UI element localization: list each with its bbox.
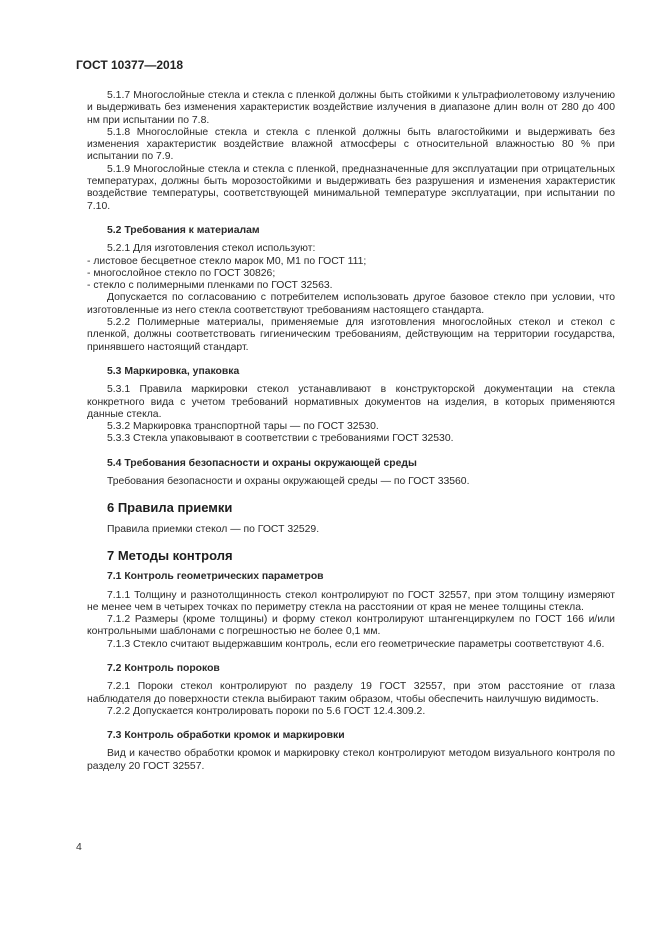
paragraph-7-1-1: 7.1.1 Толщину и разнотолщинность стекол контролируют по ГОСТ 32557, при этом толщину измеряют не менее чем в четырех точках по периметру стекла на расстоянии от края не менее толщины стекла. <box>87 589 615 613</box>
paragraph-5-3-2: 5.3.2 Маркировка транспортной тары — по ГОСТ 32530. <box>107 421 379 433</box>
paragraph-5-2-1-note: Допускается по согласованию с потребителем использовать другое базовое стекло при условии, что изготовленные из него стекла соответствуют требованиям настоящего стандарта. <box>87 292 615 316</box>
paragraph-7-3: Вид и качество обработки кромок и маркировку стекол контролируют методом визуального контроля по разделу 20 ГОСТ 32557. <box>87 748 615 772</box>
paragraph-5-2-1: 5.2.1 Для изготовления стекол используют: <box>107 243 316 255</box>
list-item: - многослойное стекло по ГОСТ 30826; <box>87 267 276 279</box>
paragraph-7-2-1: 7.2.1 Пороки стекол контролируют по разделу 19 ГОСТ 32557, при этом расстояние от глаза наблюдателя до поверхности стекла выбирают таким образом, чтобы обеспечить наилучшую видимость. <box>87 681 615 705</box>
page-number: 4 <box>76 842 82 853</box>
paragraph-5-1-8: 5.1.8 Многослойные стекла и стекла с пленкой должны быть влагостойкими и выдерживать без изменения характеристик воздействие влажной атмосферы с относительной влажностью 80 % при испытании по 7.9. <box>87 126 615 163</box>
section-heading-7-2: 7.2 Контроль пороков <box>107 662 220 674</box>
paragraph-5-2-2: 5.2.2 Полимерные материалы, применяемые для изготовления многослойных стекол и стекол с пленкой, должны соответствовать гигиеническим требованиям, действующим на территории государства, принявшего настоящий стандарт. <box>87 317 615 353</box>
section-heading-7: 7 Методы контроля <box>107 547 233 563</box>
section-heading-7-1: 7.1 Контроль геометрических параметров <box>107 571 324 583</box>
paragraph-5-1-9: 5.1.9 Многослойные стекла и стекла с пленкой, предназначенные для эксплуатации при отрицательных температурах, должны быть морозостойкими и выдерживать без разрушения и изменения характеристик воздействие температуры, соответствующей минимальной температуре эксплуатации, при испытании по 7.10. <box>87 163 615 212</box>
paragraph-5-1-7: 5.1.7 Многослойные стекла и стекла с пленкой должны быть стойкими к ультрафиолетовому излучению и выдерживать без изменения характеристик воздействие излучения в диапазоне длин волн от 280 до 400 нм при испытании по 7.8. <box>87 90 615 126</box>
list-item: - листовое бесцветное стекло марок М0, М1 по ГОСТ 111; <box>87 255 367 267</box>
section-heading-7-3: 7.3 Контроль обработки кромок и маркировки <box>107 730 345 742</box>
list-item: - стекло с полимерными пленками по ГОСТ 32563. <box>87 280 333 292</box>
paragraph-5-4: Требования безопасности и охраны окружающей среды — по ГОСТ 33560. <box>107 476 470 488</box>
paragraph-7-1-3: 7.1.3 Стекло считают выдержавшим контроль, если его геометрические параметры соответствуют 4.6. <box>107 638 605 650</box>
section-heading-5-4: 5.4 Требования безопасности и охраны окружающей среды <box>107 457 417 469</box>
section-heading-5-2: 5.2 Требования к материалам <box>107 224 260 236</box>
paragraph-7-1-2: 7.1.2 Размеры (кроме толщины) и форму стекол контролируют штангенциркулем по ГОСТ 166 и/или контрольными шаблонами с погрешностью не более 0,1 мм. <box>87 614 615 638</box>
paragraph-7-2-2: 7.2.2 Допускается контролировать пороки по 5.6 ГОСТ 12.4.309.2. <box>107 705 426 717</box>
document-header: ГОСТ 10377—2018 <box>76 58 184 72</box>
section-heading-5-3: 5.3 Маркировка, упаковка <box>107 365 240 377</box>
document-body <box>87 90 615 773</box>
paragraph-5-3-1: 5.3.1 Правила маркировки стекол устанавливают в конструкторской документации на стекла конкретного вида с учетом требований нормативных документов на изделия, в которых применяются данные стекла. <box>87 384 615 420</box>
section-heading-6: 6 Правила приемки <box>107 500 233 516</box>
paragraph-5-3-3: 5.3.3 Стекла упаковывают в соответствии с требованиями ГОСТ 32530. <box>107 433 454 445</box>
paragraph-6: Правила приемки стекол — по ГОСТ 32529. <box>107 523 320 535</box>
